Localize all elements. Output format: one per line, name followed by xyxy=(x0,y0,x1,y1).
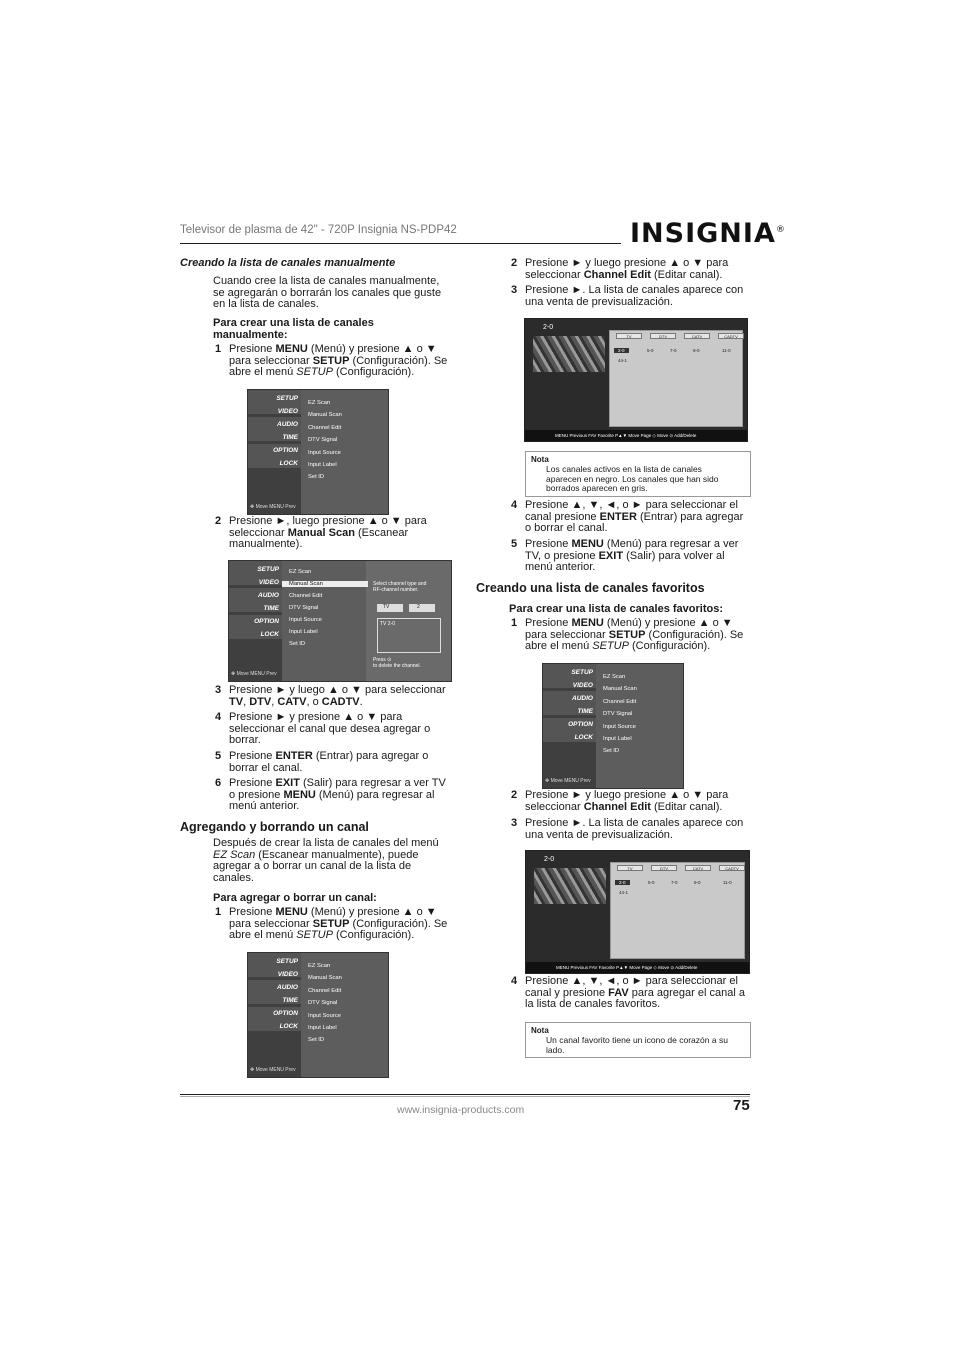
step-5: 5 Presione ENTER (Entrar) para agregar o borrar el canal. xyxy=(215,750,429,774)
f-step-4: 4 Presione ▲, ▼, ◄, o ► para seleccionar el canal y presione FAV para agregar el canal a la lista de canales favoritos. xyxy=(511,975,745,1011)
page-number: 75 xyxy=(733,1097,750,1114)
setup-menu-screenshot-3: SETUP VIDEO AUDIO TIME OPTION LOCK ✥ Move MENU Prev EZ Scan Manual Scan Channel Edit DTV Signal Input Source Input Label Set ID xyxy=(542,663,684,789)
note-box-1: Nota Los canales activos en la lista de canales aparecen en negro. Los canales que han sido borrados aparecen en gris. xyxy=(525,451,751,497)
setup-menu-screenshot: SETUP VIDEO AUDIO TIME OPTION LOCK ✥ Move MENU Prev EZ Scan Manual Scan Channel Edit DTV Signal Input Source Input Label Set ID xyxy=(247,389,389,515)
section-title-favorites: Creando una lista de canales favoritos xyxy=(476,581,705,595)
step-4: 4 Presione ► y presione ▲ o ▼ para seleccionar el canal que desea agregar o borrar. xyxy=(215,711,431,747)
header-title: Televisor de plasma de 42" - 720P Insignia NS-PDP42 xyxy=(180,224,457,236)
subheading-add-delete: Para agregar o borrar un canal: xyxy=(213,892,377,904)
intro-paragraph: Cuando cree la lista de canales manualmente, se agregarán o borrarán los canales que guste en la lista de canales. xyxy=(213,275,442,311)
step-2: 2 Presione ►, luego presione ▲ o ▼ para seleccionar Manual Scan (Escanear manualmente). xyxy=(215,515,427,551)
subheading-favorites: Para crear una lista de canales favoritos: xyxy=(509,603,723,615)
insignia-logo: INSIGNIA® xyxy=(630,218,786,249)
step-2-1: 1 Presione MENU (Menú) y presione ▲ o ▼ para seleccionar SETUP (Configuración). Se abre el menú SETUP (Configuración). xyxy=(215,906,448,942)
note-box-2: Nota Un canal favorito tiene un icono de corazón a su lado. xyxy=(525,1022,751,1058)
r-step-2: 2 Presione ► y luego presione ▲ o ▼ para seleccionar Channel Edit (Editar canal). xyxy=(511,257,729,281)
footer-rule xyxy=(180,1094,750,1095)
f-step-1: 1 Presione MENU (Menú) y presione ▲ o ▼ para seleccionar SETUP (Configuración). Se abre el menú SETUP (Configuración). xyxy=(511,617,744,653)
step-1: 1 Presione MENU (Menú) y presione ▲ o ▼ para seleccionar SETUP (Configuración). Se abre el menú SETUP (Configuración). xyxy=(215,343,448,379)
intro2-paragraph: Después de crear la lista de canales del menú EZ Scan (Escanear manualmente), puede agregar a o borrar un canal de la lista de canales. xyxy=(213,837,439,884)
subheading-manual: Para crear una lista de canales manualmente: xyxy=(213,317,374,341)
r-step-4: 4 Presione ▲, ▼, ◄, o ► para seleccionar el canal presione ENTER (Entrar) para agregar o borrar el canal. xyxy=(511,499,744,535)
f-step-3: 3 Presione ►. La lista de canales aparece con una venta de previsualización. xyxy=(511,817,744,841)
footer-url: www.insignia-products.com xyxy=(397,1104,525,1116)
setup-menu-screenshot-2: SETUP VIDEO AUDIO TIME OPTION LOCK ✥ Move MENU Prev EZ Scan Manual Scan Channel Edit DTV Signal Input Source Input Label Set ID xyxy=(247,952,389,1078)
f-step-2: 2 Presione ► y luego presione ▲ o ▼ para seleccionar Channel Edit (Editar canal). xyxy=(511,789,729,813)
step-6: 6 Presione EXIT (Salir) para regresar a ver TV o presione MENU (Menú) para regresar al menú anterior. xyxy=(215,777,446,813)
manual-scan-screenshot: SETUP VIDEO AUDIO TIME OPTION LOCK ✥ Move MENU Prev EZ Scan Manual Scan Channel Edit DTV Signal Input Source Input Label Set ID Select channel type and RF-channel number. TV 2 TV 2-0 Press ⊙ to delete the channel. xyxy=(228,560,452,682)
section-title-add-delete: Agregando y borrando un canal xyxy=(180,820,369,834)
r-step-5: 5 Presione MENU (Menú) para regresar a ver TV, o presione EXIT (Salir) para volver al menú anterior. xyxy=(511,538,739,574)
r-step-3: 3 Presione ►. La lista de canales aparece con una venta de previsualización. xyxy=(511,284,744,308)
step-3: 3 Presione ► y luego ▲ o ▼ para seleccionar TV, DTV, CATV, o CADTV. xyxy=(215,684,446,708)
channel-edit-screenshot-2: 2-0 TV DTV CATV CADTV 2-0 5-0 7-0 9-0 11-0 44-1 MENU Previous FAV Favorite P▲▼ Move Page ◇ Move ⊙ Add/Delete xyxy=(525,850,750,974)
channel-edit-screenshot: 2-0 TV DTV CATV CADTV 2-0 5-0 7-0 9-0 11-0 44-1 MENU Previous FAV Favorite P▲▼ Move Page ◇ Move ⊙ Add/Delete xyxy=(524,318,748,442)
footer-rule-2 xyxy=(180,1096,750,1097)
section-title-manual: Creando la lista de canales manualmente xyxy=(180,257,396,269)
header-rule xyxy=(180,243,621,244)
